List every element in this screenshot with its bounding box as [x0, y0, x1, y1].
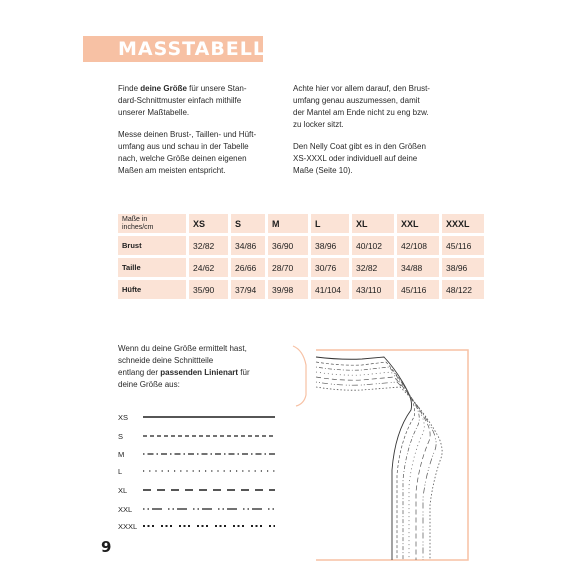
- table-cell: 32/82: [189, 236, 228, 255]
- table-cell: 24/62: [189, 258, 228, 277]
- legend-label-xs: XS: [118, 413, 129, 422]
- row-label-taille: Taille: [118, 258, 186, 277]
- table-cell: 48/122: [442, 280, 484, 299]
- size-header-xxl: XXL: [397, 214, 439, 233]
- intro-paragraph-2: Messe deinen Brust-, Taillen- und Hüft- umfang aus und schau in der Tabelle nach, welche Größe deinen eigenen Maßen am meisten entspricht.: [118, 130, 257, 175]
- pattern-line-size-xl: [316, 377, 430, 560]
- table-cell: 28/70: [268, 258, 308, 277]
- pattern-line-size-s: [316, 362, 415, 560]
- table-cell: 45/116: [397, 280, 439, 299]
- legend-label-l: L: [118, 467, 123, 476]
- cut-instruction-text: Wenn du deine Größe ermittelt hast, schneide deine Schnittteile entlang der passenden Linienart für deine Größe aus:: [118, 344, 250, 389]
- row-label-huefte: Hüfte: [118, 280, 186, 299]
- legend-label-xxxl: XXXL: [118, 522, 138, 531]
- legend-label-m: M: [118, 450, 125, 459]
- table-cell: 38/96: [442, 258, 484, 277]
- intro-paragraph-4: Den Nelly Coat gibt es in den Größen XS-XXXL oder individuell auf deine Maße (Seite 10).: [293, 142, 426, 175]
- size-header-l: L: [311, 214, 349, 233]
- table-cell: 40/102: [352, 236, 394, 255]
- size-header-m: M: [268, 214, 308, 233]
- legend-label-xl: XL: [118, 486, 128, 495]
- size-header-xl: XL: [352, 214, 394, 233]
- table-cell: 39/98: [268, 280, 308, 299]
- table-cell: 37/94: [231, 280, 265, 299]
- table-cell: 45/116: [442, 236, 484, 255]
- size-header-s: S: [231, 214, 265, 233]
- table-cell: 26/66: [231, 258, 265, 277]
- legend-label-s: S: [118, 432, 124, 441]
- table-cell: 42/108: [397, 236, 439, 255]
- table-cell: 35/90: [189, 280, 228, 299]
- table-cell: 34/86: [231, 236, 265, 255]
- row-label-brust: Brust: [118, 236, 186, 255]
- page-title: MASSTABELLE: [118, 38, 280, 60]
- table-cell: 43/110: [352, 280, 394, 299]
- size-header-xxxl: XXXL: [442, 214, 484, 233]
- size-header-xs: XS: [189, 214, 228, 233]
- table-cell: 36/90: [268, 236, 308, 255]
- table-cell: 41/104: [311, 280, 349, 299]
- pattern-line-size-l: [316, 372, 424, 560]
- table-cell: 34/88: [397, 258, 439, 277]
- pattern-line-size-m: [316, 367, 419, 560]
- table-cell: 38/96: [311, 236, 349, 255]
- intro-paragraph-1: Finde deine Größe für unsere Stan- dard-Schnittmuster einfach mithilfe unserer Maßtabelle.: [118, 84, 247, 117]
- page-number: 9: [101, 538, 112, 556]
- callout-arrow: [293, 346, 306, 406]
- legend-label-xxl: XXL: [118, 505, 133, 514]
- pattern-line-size-xxl: [316, 382, 436, 560]
- intro-paragraph-3: Achte hier vor allem darauf, den Brust- umfang genau auszumessen, damit der Mantel am Ende nicht zu eng bzw. zu locker sitzt.: [293, 84, 430, 129]
- table-corner-label: Maße in inches/cm: [118, 214, 186, 233]
- table-cell: 32/82: [352, 258, 394, 277]
- table-cell: 30/76: [311, 258, 349, 277]
